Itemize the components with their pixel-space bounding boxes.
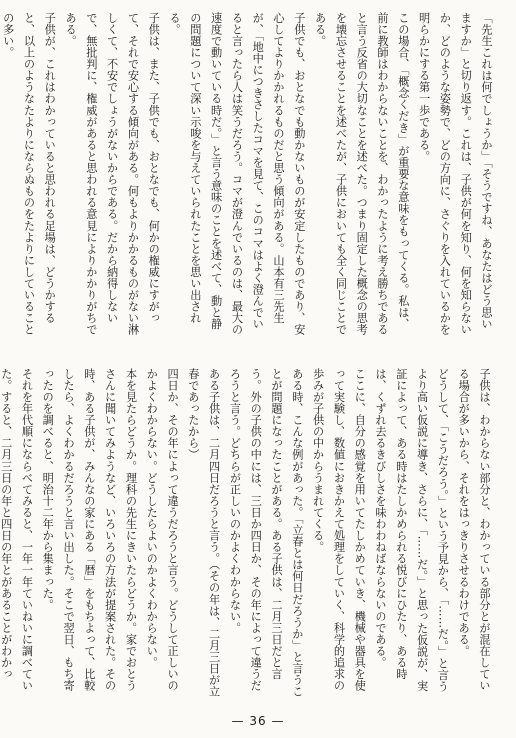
paragraph: 本を見たらどうか。理科の先生にきいたらどうか。家でおとうさんに聞いてみようなど、いろいろの方法が提案された。その時、ある子供が、みんなの家にある「暦」をもちよって、比較したら、よくわかるだろうと言い出した。そこで翌日、もち寄ったのを調べると、明治十二年から集まった。 — [41, 368, 138, 692]
page-number: — 36 — — [231, 714, 285, 728]
paragraph: それを年代順にならべてみると、一年一年ていねいに調べていた。すると、二月三日の年と四日の年とがあることがわかっ — [0, 368, 34, 692]
paragraph: 子供は、また、子供でも、おとなでも、何かの権威にすがって、それで安心する傾向がある。何もよりかかるものがない淋しくて、不安でしょうがないからである。だから納得しないで、無批判に、権威があると思われる意見によりかかりがちである。 — [64, 12, 161, 336]
paragraph: 「先生これは何でしょうか」「そうですね、あなたはどう思いますか」と切り返す。これは、子供が何を知り、何を知らないか、どのような姿勢で、どの方向に、さぐりを入れているかを明らかにする第一歩である。 — [417, 12, 493, 336]
paragraph: どうして、「こうだろう。」という予見から、「……だ。」と言うより高い仮説に導き、さらに、「……だ。」と思った仮説が、実証によって、ある時はたしかめられる悦びにひたり、ある時は、くずれ去るきびしさを味わわねばならないのである。 — [374, 368, 450, 693]
paragraph: この場合、「概念くだき」が重要な意味をもってくる。私は、前に教師はわからないことを、わかったように考え勝ちであると言う反省の大切なことを述べた。つまり固定した概念の思考を壊忘させることを述べたが、子供においても全く同じことである。 — [313, 12, 410, 336]
paragraph: 四日か、その年によって違うだろうと言う。どうして正しいのかよくわからない。どうしたらよいのかよくわからない。 — [145, 368, 180, 692]
paragraph: ここに、自分の感覚を用いてたしかめていき、機械や器具を使って実験し、数値におきかえて処理をしていく、科学的追求の歩みが子供の中からうまれてくる。 — [311, 368, 367, 692]
paragraph: 子供は、わからない部分と、わかっている部分とが混在している場合が多いから、それをはっきりさせるわけである。 — [457, 368, 491, 692]
paragraph: ある子供は、二月四日だろうと言う。（その年は、二月三日が立春であったから） — [186, 368, 221, 698]
upper-text-block — [1, 12, 496, 338]
paragraph: ある時、こんな例があった。「立春とは何日だろうか」と言うことが問題になったことがある。ある子供は、二月三日だと言う。外の子供の中には、三日か四日か、その年によって違うだろうと言う。どちらが正しいのかよくわからない。 — [228, 368, 304, 698]
paragraph: 子供でも、おとなでも動かないものが安定したものであり、安心してよりかかれるものだと思う傾向がある。山本有三先生が、「地中につきさしたコマを見て、このコマはよく澄んでいると言ったら人は笑うだろう。コマが澄んでいるのは、最大の速度で動いている時だ。」と言う意味のことを述べて、動と静の問題について深い示唆を与えていられたことを思い出される。 — [168, 12, 306, 336]
lower-text-block — [0, 368, 494, 698]
paragraph: 子供が、これはわかっていると思われる足場は、どうかすると、以上のようなたよりにならぬものをたよりにしていることの多い。 — [1, 12, 57, 336]
